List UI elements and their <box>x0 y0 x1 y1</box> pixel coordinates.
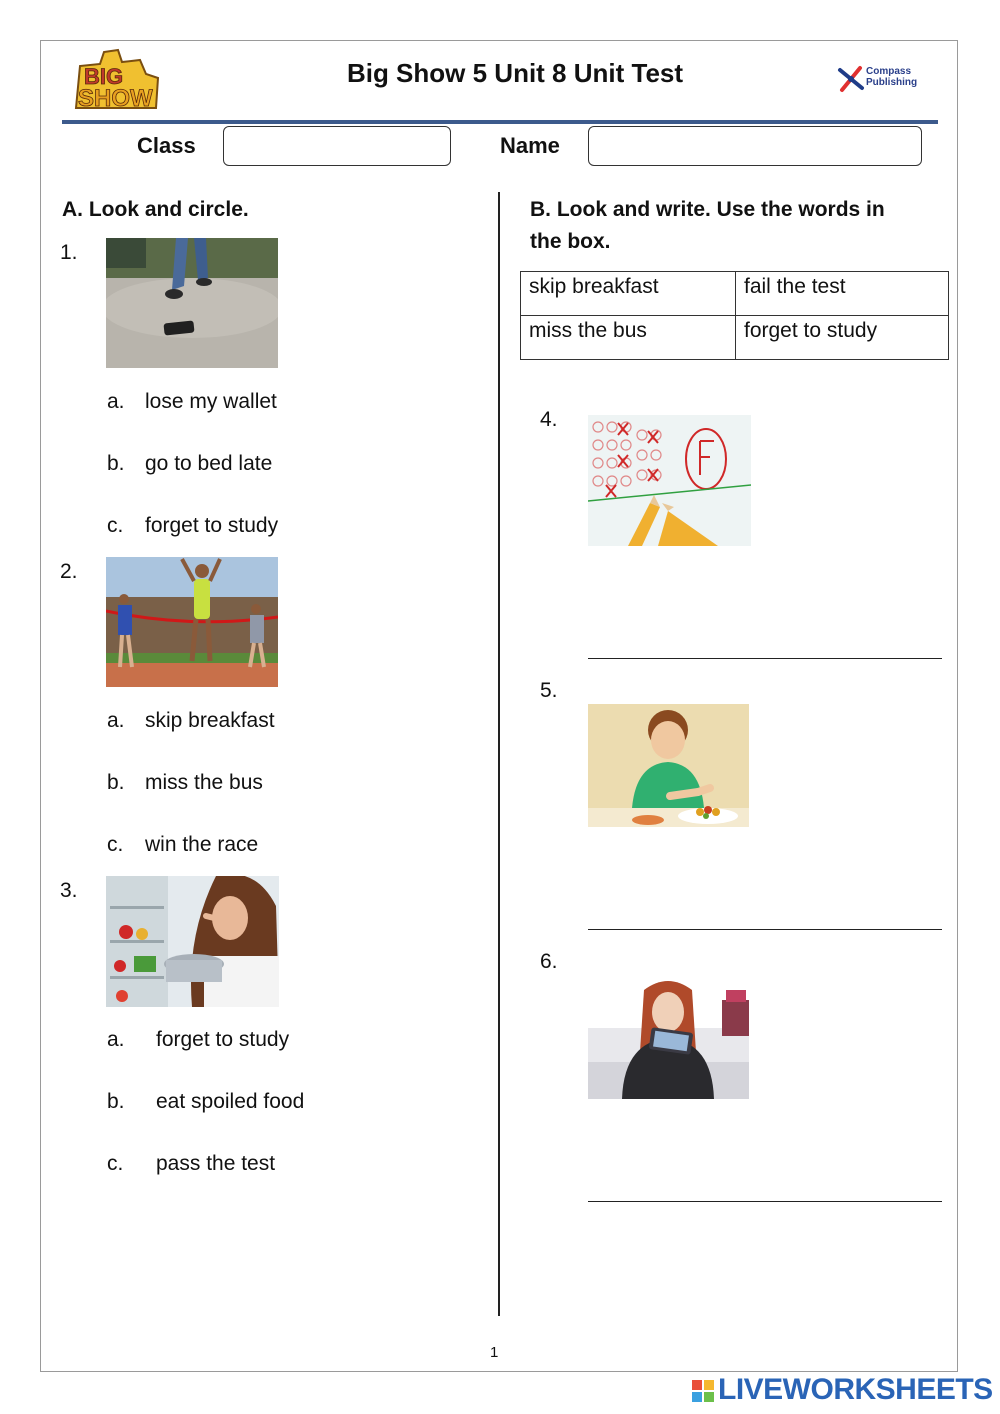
answer-line-5[interactable] <box>588 929 942 930</box>
svg-text:BIG: BIG <box>84 64 124 89</box>
word-box-cell: fail the test <box>736 272 949 316</box>
question-2-number: 2. <box>60 560 78 583</box>
q1-option-b[interactable]: b. go to bed late <box>107 452 273 475</box>
q1-option-c[interactable]: c. forget to study <box>107 514 279 537</box>
q1-option-a[interactable]: a. lose my wallet <box>107 390 277 413</box>
name-field[interactable] <box>588 126 922 166</box>
word-box-cell: miss the bus <box>521 316 736 360</box>
svg-text:SHOW: SHOW <box>78 85 153 112</box>
question-1-number: 1. <box>60 241 78 264</box>
q3-option-b[interactable]: b. eat spoiled food <box>107 1090 305 1113</box>
liveworksheets-brand[interactable]: LIVEWORKSHEETS <box>718 1373 993 1406</box>
question-3-number: 3. <box>60 879 78 902</box>
word-box-cell: forget to study <box>736 316 949 360</box>
page-title: Big Show 5 Unit 8 Unit Test <box>346 58 684 88</box>
column-divider <box>498 192 500 1316</box>
word-box <box>520 271 949 360</box>
name-label: Name <box>500 133 560 158</box>
refusing-food-photo <box>588 704 749 827</box>
question-6-number: 6. <box>540 950 558 973</box>
word-box-row <box>521 316 949 360</box>
question-4-number: 4. <box>540 408 558 431</box>
q3-option-a[interactable]: a. forget to study <box>107 1028 290 1051</box>
word-box-cell: skip breakfast <box>521 272 736 316</box>
big-show-logo <box>70 44 165 114</box>
class-label: Class <box>137 133 196 158</box>
answer-line-4[interactable] <box>588 658 942 659</box>
race-finish-photo <box>106 557 278 687</box>
failed-test-photo <box>588 415 751 546</box>
girl-with-tablet-photo <box>588 972 749 1099</box>
page-number: 1 <box>490 1344 499 1361</box>
answer-line-6[interactable] <box>588 1201 942 1202</box>
class-field[interactable] <box>223 126 451 166</box>
header-divider <box>62 120 938 124</box>
section-b-heading: B. Look and write. Use the words in the box. <box>530 198 885 253</box>
q2-option-b[interactable]: b. miss the bus <box>107 771 263 794</box>
q2-option-a[interactable]: a. skip breakfast <box>107 709 275 732</box>
publisher-name: Compass Publishing <box>866 66 918 88</box>
lost-wallet-photo <box>106 238 278 368</box>
section-a-heading: A. Look and circle. <box>62 198 249 221</box>
question-5-number: 5. <box>540 679 558 702</box>
q2-option-c[interactable]: c. win the race <box>107 833 259 856</box>
q3-option-c[interactable]: c. pass the test <box>107 1152 276 1175</box>
spoiled-food-photo <box>106 876 279 1007</box>
word-box-row <box>521 272 949 316</box>
